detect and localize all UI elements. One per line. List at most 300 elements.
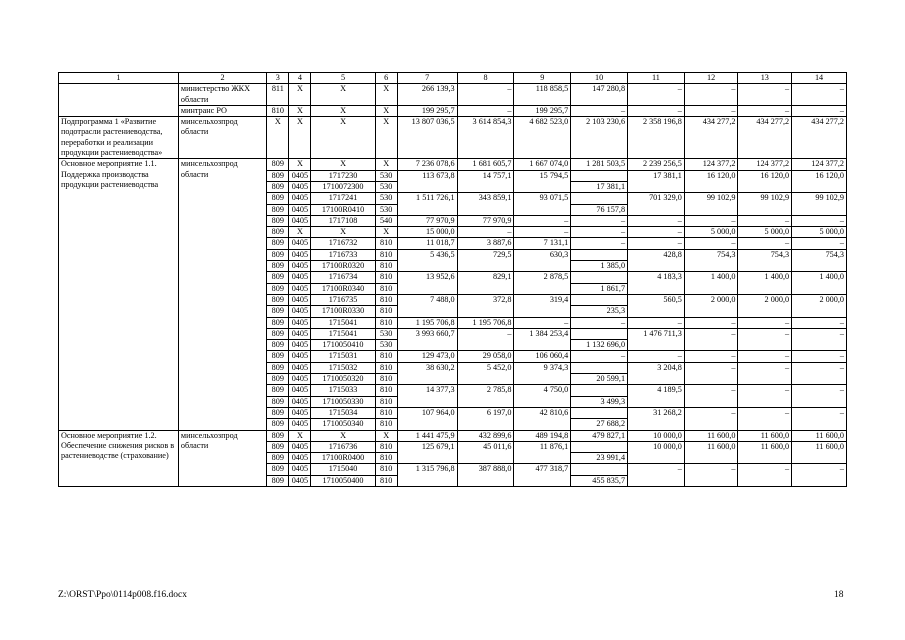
table-cell: 20 599,1 <box>571 374 628 385</box>
table-cell: 45 011,6 <box>457 441 514 464</box>
table-cell: – <box>571 227 628 238</box>
table-cell <box>571 362 628 373</box>
table-cell: – <box>571 238 628 249</box>
table-cell: 23 991,4 <box>571 453 628 464</box>
table-cell: – <box>792 215 847 226</box>
table-cell: 530 <box>375 204 397 215</box>
table-cell: 809 <box>267 396 289 407</box>
table-cell <box>571 407 628 418</box>
table-cell: 77 970,9 <box>457 215 514 226</box>
table-cell: – <box>628 227 685 238</box>
table-cell: 809 <box>267 453 289 464</box>
table-cell: – <box>571 351 628 362</box>
table-cell: – <box>738 362 792 385</box>
footer-file-path: Z:\ORST\Ppo\0114p008.f16.docx <box>58 590 187 600</box>
table-cell: – <box>684 84 738 106</box>
table-cell: 0405 <box>289 464 311 475</box>
table-cell: 1715031 <box>311 351 375 362</box>
table-cell: 1 400,0 <box>738 272 792 295</box>
table-cell: – <box>514 227 571 238</box>
table-cell: 1 315 796,8 <box>397 464 457 487</box>
table-cell: 729,5 <box>457 249 514 272</box>
table-cell: 0405 <box>289 396 311 407</box>
table-cell: 17100R0400 <box>311 453 375 464</box>
table-cell: 0405 <box>289 238 311 249</box>
table-cell <box>571 441 628 452</box>
table-cell: 809 <box>267 340 289 351</box>
table-cell: 0405 <box>289 193 311 204</box>
table-cell: 1716736 <box>311 441 375 452</box>
table-cell: X <box>311 84 375 106</box>
table-cell: 434 277,2 <box>738 117 792 159</box>
table-cell: 809 <box>267 181 289 192</box>
table-cell: 754,3 <box>684 249 738 272</box>
table-cell: – <box>684 464 738 487</box>
table-cell: 1 385,0 <box>571 261 628 272</box>
table-cell: 809 <box>267 227 289 238</box>
table-cell: 199 295,7 <box>397 105 457 116</box>
header-cell: 5 <box>311 73 375 84</box>
table-cell: 1715041 <box>311 317 375 328</box>
table-cell: 0405 <box>289 385 311 396</box>
table-cell: 809 <box>267 294 289 305</box>
table-cell: 16 120,0 <box>792 170 847 193</box>
table-cell: – <box>457 84 514 106</box>
table-cell: 809 <box>267 430 289 441</box>
table-row <box>59 84 847 106</box>
table-cell: 6 197,0 <box>457 407 514 430</box>
page-number: 18 <box>834 590 844 600</box>
table-cell: 13 952,6 <box>397 272 457 295</box>
table-cell: 809 <box>267 283 289 294</box>
table-cell: X <box>311 159 375 170</box>
table-cell: 1710050330 <box>311 396 375 407</box>
table-cell: – <box>684 317 738 328</box>
table-cell: 0405 <box>289 374 311 385</box>
table-cell: 5 000,0 <box>684 227 738 238</box>
table-cell: 1715034 <box>311 407 375 418</box>
table-cell: 0405 <box>289 306 311 317</box>
table-cell <box>571 193 628 204</box>
table-cell: 2 785,8 <box>457 385 514 408</box>
table-cell: 77 970,9 <box>397 215 457 226</box>
table-cell: 810 <box>375 249 397 260</box>
table-cell: 809 <box>267 407 289 418</box>
table-cell: 809 <box>267 317 289 328</box>
table-cell: X <box>289 84 311 106</box>
table-cell: 9 374,3 <box>514 362 571 385</box>
table-cell: 0405 <box>289 362 311 373</box>
table-cell: – <box>738 84 792 106</box>
table-cell: – <box>792 84 847 106</box>
table-cell: 3 204,8 <box>628 362 685 385</box>
table-cell: 7 488,0 <box>397 294 457 317</box>
table-cell: 1 195 706,8 <box>397 317 457 328</box>
table-cell: 1 400,0 <box>684 272 738 295</box>
table-row <box>59 117 847 159</box>
table-cell: 428,8 <box>628 249 685 272</box>
table-cell: – <box>792 317 847 328</box>
table-cell: 31 268,2 <box>628 407 685 430</box>
table-cell: 372,8 <box>457 294 514 317</box>
header-cell: 3 <box>267 73 289 84</box>
table-cell: минтранс РО <box>178 105 266 116</box>
table-cell: – <box>684 328 738 351</box>
table-cell: – <box>792 105 847 116</box>
table-cell: 530 <box>375 193 397 204</box>
table-cell: 489 194,8 <box>514 430 571 441</box>
table-cell: 1710050340 <box>311 419 375 430</box>
table-cell: минсельхозпрод области <box>178 430 266 486</box>
table-cell: 2 358 196,8 <box>628 117 685 159</box>
table-cell: – <box>684 105 738 116</box>
table-cell: 810 <box>375 453 397 464</box>
table-cell: 17100R0320 <box>311 261 375 272</box>
table-cell: – <box>792 407 847 430</box>
table-cell: – <box>792 351 847 362</box>
table-cell: 809 <box>267 351 289 362</box>
table-cell: 0405 <box>289 407 311 418</box>
header-cell: 2 <box>178 73 266 84</box>
table-cell: 11 018,7 <box>397 238 457 249</box>
table-cell: 29 058,0 <box>457 351 514 362</box>
table-cell: 811 <box>267 84 289 106</box>
table-cell: 124 377,2 <box>792 159 847 170</box>
table-cell: 3 614 854,3 <box>457 117 514 159</box>
table-cell: 810 <box>375 294 397 305</box>
table-cell: 0405 <box>289 441 311 452</box>
table-cell: – <box>738 105 792 116</box>
header-cell: 1 <box>59 73 179 84</box>
table-cell: 809 <box>267 475 289 486</box>
table-cell: 17100R0340 <box>311 283 375 294</box>
table-cell: 530 <box>375 328 397 339</box>
table-cell: X <box>375 159 397 170</box>
table-cell: – <box>738 328 792 351</box>
table-cell: 810 <box>375 385 397 396</box>
table-cell: 1710072300 <box>311 181 375 192</box>
table-cell: 809 <box>267 159 289 170</box>
table-cell: – <box>628 351 685 362</box>
table-cell: – <box>738 238 792 249</box>
table-cell: 809 <box>267 272 289 283</box>
table-cell <box>571 464 628 475</box>
table-cell: 15 794,5 <box>514 170 571 193</box>
table-cell: 809 <box>267 215 289 226</box>
table-cell: 1710050400 <box>311 475 375 486</box>
table-cell: 1716732 <box>311 238 375 249</box>
table-cell <box>59 84 179 117</box>
table-cell: 1716734 <box>311 272 375 283</box>
table-cell: 2 000,0 <box>792 294 847 317</box>
table-cell: 0405 <box>289 249 311 260</box>
table-cell: 1 681 605,7 <box>457 159 514 170</box>
table-cell: 5 452,0 <box>457 362 514 385</box>
table-cell: – <box>792 362 847 385</box>
table-cell: 477 318,7 <box>514 464 571 487</box>
table-cell: 1 400,0 <box>792 272 847 295</box>
table-cell: 17 381,1 <box>628 170 685 193</box>
table-cell: – <box>684 362 738 385</box>
table-cell: 16 120,0 <box>738 170 792 193</box>
table-cell: 810 <box>375 475 397 486</box>
table-cell: 0405 <box>289 181 311 192</box>
table-cell: 14 757,1 <box>457 170 514 193</box>
table-cell: – <box>571 215 628 226</box>
table-cell: 0405 <box>289 453 311 464</box>
table-cell: 11 600,0 <box>792 430 847 441</box>
table-cell: 0405 <box>289 204 311 215</box>
table-cell: 17 381,1 <box>571 181 628 192</box>
table-cell: 38 630,2 <box>397 362 457 385</box>
table-cell: 0405 <box>289 294 311 305</box>
table-cell: 1710050410 <box>311 340 375 351</box>
header-cell: 7 <box>397 73 457 84</box>
table-cell: 11 876,1 <box>514 441 571 464</box>
table-cell: 2 239 256,5 <box>628 159 685 170</box>
table-cell: 630,3 <box>514 249 571 272</box>
table-cell: – <box>738 407 792 430</box>
header-cell: 8 <box>457 73 514 84</box>
table-cell: 125 679,1 <box>397 441 457 464</box>
table-cell: X <box>375 430 397 441</box>
table-cell: 11 600,0 <box>792 441 847 464</box>
table-cell: 5 000,0 <box>738 227 792 238</box>
table-cell: – <box>738 317 792 328</box>
table-cell: 1717230 <box>311 170 375 181</box>
table-cell: X <box>267 117 289 159</box>
table-cell: 124 377,2 <box>684 159 738 170</box>
table-cell: – <box>792 238 847 249</box>
table-cell: 809 <box>267 328 289 339</box>
table-cell: 809 <box>267 249 289 260</box>
table-cell: – <box>684 215 738 226</box>
table-cell: 0405 <box>289 283 311 294</box>
table-cell: 455 835,7 <box>571 475 628 486</box>
table-cell: – <box>514 317 571 328</box>
table-cell: 809 <box>267 362 289 373</box>
table-cell: – <box>457 105 514 116</box>
table-cell: 810 <box>375 261 397 272</box>
table-cell: X <box>289 159 311 170</box>
table-cell: – <box>792 385 847 408</box>
table-cell: 235,3 <box>571 306 628 317</box>
table-cell: X <box>289 105 311 116</box>
table-cell: 809 <box>267 193 289 204</box>
table-cell: 810 <box>375 238 397 249</box>
table-cell: 387 888,0 <box>457 464 514 487</box>
table-cell: 0405 <box>289 419 311 430</box>
table-cell: – <box>571 105 628 116</box>
table-cell: 1 476 711,3 <box>628 328 685 351</box>
table-cell: 1717241 <box>311 193 375 204</box>
table-cell: – <box>738 351 792 362</box>
table-cell: – <box>684 351 738 362</box>
table-cell: 530 <box>375 340 397 351</box>
table-cell: 810 <box>267 105 289 116</box>
table-cell: 1 441 475,9 <box>397 430 457 441</box>
table-cell: 99 102,9 <box>738 193 792 216</box>
table-cell: 4 189,5 <box>628 385 685 408</box>
table-cell: 1 861,7 <box>571 283 628 294</box>
table-cell: 129 473,0 <box>397 351 457 362</box>
table-cell: 3 887,6 <box>457 238 514 249</box>
table-cell: 809 <box>267 419 289 430</box>
table-cell: 17100R0330 <box>311 306 375 317</box>
table-cell: 2 103 230,6 <box>571 117 628 159</box>
header-cell: 10 <box>571 73 628 84</box>
table-cell: 1 667 074,0 <box>514 159 571 170</box>
table-cell: 0405 <box>289 170 311 181</box>
table-cell: 124 377,2 <box>738 159 792 170</box>
table-cell: 810 <box>375 396 397 407</box>
table-cell: 4 682 523,0 <box>514 117 571 159</box>
table-cell: 810 <box>375 317 397 328</box>
table-cell: 1715041 <box>311 328 375 339</box>
table-cell: 810 <box>375 374 397 385</box>
table-cell: 434 277,2 <box>792 117 847 159</box>
table-cell: – <box>571 317 628 328</box>
table-cell: 530 <box>375 170 397 181</box>
table-cell: – <box>514 215 571 226</box>
table-cell: 560,5 <box>628 294 685 317</box>
table-cell: 829,1 <box>457 272 514 295</box>
table-cell: 810 <box>375 351 397 362</box>
table-cell: 810 <box>375 283 397 294</box>
table-cell: 479 827,1 <box>571 430 628 441</box>
table-cell: 809 <box>267 170 289 181</box>
header-cell: 6 <box>375 73 397 84</box>
table-cell: 107 964,0 <box>397 407 457 430</box>
table-cell: 2 878,5 <box>514 272 571 295</box>
table-cell: X <box>375 227 397 238</box>
header-row <box>59 73 847 84</box>
table-cell: 319,4 <box>514 294 571 317</box>
table-cell: 1 511 726,1 <box>397 193 457 216</box>
table-cell: 11 600,0 <box>738 430 792 441</box>
table-cell: 432 899,6 <box>457 430 514 441</box>
table-cell: 0405 <box>289 261 311 272</box>
table-cell: 16 120,0 <box>684 170 738 193</box>
table-cell: – <box>628 317 685 328</box>
table-cell: 0405 <box>289 351 311 362</box>
table-cell: 809 <box>267 374 289 385</box>
table-cell: 4 750,0 <box>514 385 571 408</box>
table-cell: 754,3 <box>792 249 847 272</box>
table-cell: – <box>684 385 738 408</box>
table-cell: 11 600,0 <box>738 441 792 464</box>
table-cell: 0405 <box>289 272 311 283</box>
table-cell: – <box>738 385 792 408</box>
header-cell: 11 <box>628 73 685 84</box>
table-cell: 701 329,0 <box>628 193 685 216</box>
table-cell <box>571 272 628 283</box>
table-cell: 42 810,6 <box>514 407 571 430</box>
table-cell: – <box>628 84 685 106</box>
table-cell: 93 071,5 <box>514 193 571 216</box>
table-row <box>59 159 847 170</box>
table-cell: 1716735 <box>311 294 375 305</box>
table-cell: 1 195 706,8 <box>457 317 514 328</box>
table-cell: 434 277,2 <box>684 117 738 159</box>
table-cell: 1 384 253,4 <box>514 328 571 351</box>
table-cell: Подпрограмма 1 «Развитие подотрасли растениеводства, переработки и реализации продукции растениеводства» <box>59 117 179 159</box>
table-cell: 540 <box>375 215 397 226</box>
table-cell <box>571 385 628 396</box>
table-cell: 1717108 <box>311 215 375 226</box>
table-cell: 2 000,0 <box>738 294 792 317</box>
table-cell: 5 000,0 <box>792 227 847 238</box>
table-cell: – <box>738 464 792 487</box>
table-cell: 10 000,0 <box>628 430 685 441</box>
table-cell: 0405 <box>289 215 311 226</box>
table-cell: 1716733 <box>311 249 375 260</box>
header-cell: 12 <box>684 73 738 84</box>
table-cell: минсельхозпрод области <box>178 159 266 430</box>
table-cell: 809 <box>267 204 289 215</box>
table-cell: 15 000,0 <box>397 227 457 238</box>
table-cell: 810 <box>375 407 397 418</box>
table-cell: 3 499,3 <box>571 396 628 407</box>
table-cell: 0405 <box>289 317 311 328</box>
table-cell: X <box>375 105 397 116</box>
budget-table <box>58 72 847 487</box>
table-cell: 0405 <box>289 328 311 339</box>
table-cell: 99 102,9 <box>684 193 738 216</box>
header-cell: 14 <box>792 73 847 84</box>
table-cell <box>571 294 628 305</box>
table-cell: 27 688,2 <box>571 419 628 430</box>
table-cell: 106 060,4 <box>514 351 571 362</box>
table-cell: X <box>289 117 311 159</box>
table-cell: – <box>684 407 738 430</box>
table-cell: 809 <box>267 306 289 317</box>
table-cell: X <box>289 227 311 238</box>
table-cell: – <box>628 105 685 116</box>
table-cell: 11 600,0 <box>684 430 738 441</box>
table-cell: X <box>311 105 375 116</box>
table-cell <box>571 249 628 260</box>
table-cell: 5 436,5 <box>397 249 457 272</box>
table-cell: 266 139,3 <box>397 84 457 106</box>
header-cell: 9 <box>514 73 571 84</box>
header-cell: 4 <box>289 73 311 84</box>
table-cell: 810 <box>375 272 397 283</box>
table-cell <box>571 170 628 181</box>
table-cell: X <box>311 227 375 238</box>
table-cell: 809 <box>267 238 289 249</box>
table-cell: 810 <box>375 362 397 373</box>
table-cell: 10 000,0 <box>628 441 685 464</box>
table-cell: – <box>792 328 847 351</box>
table-cell: – <box>457 328 514 351</box>
table-cell: 118 858,5 <box>514 84 571 106</box>
table-cell: 1 281 503,5 <box>571 159 628 170</box>
table-cell: 809 <box>267 441 289 452</box>
table-cell: 4 183,3 <box>628 272 685 295</box>
header-cell: 13 <box>738 73 792 84</box>
table-cell: минсельхозпрод области <box>178 117 266 159</box>
table-cell: 809 <box>267 261 289 272</box>
table-cell: – <box>628 464 685 487</box>
table-cell: 810 <box>375 306 397 317</box>
table-cell: 1715032 <box>311 362 375 373</box>
table-cell <box>571 328 628 339</box>
table-cell: 113 673,8 <box>397 170 457 193</box>
table-cell: 13 807 036,5 <box>397 117 457 159</box>
table-cell: 2 000,0 <box>684 294 738 317</box>
table-cell: 810 <box>375 464 397 475</box>
